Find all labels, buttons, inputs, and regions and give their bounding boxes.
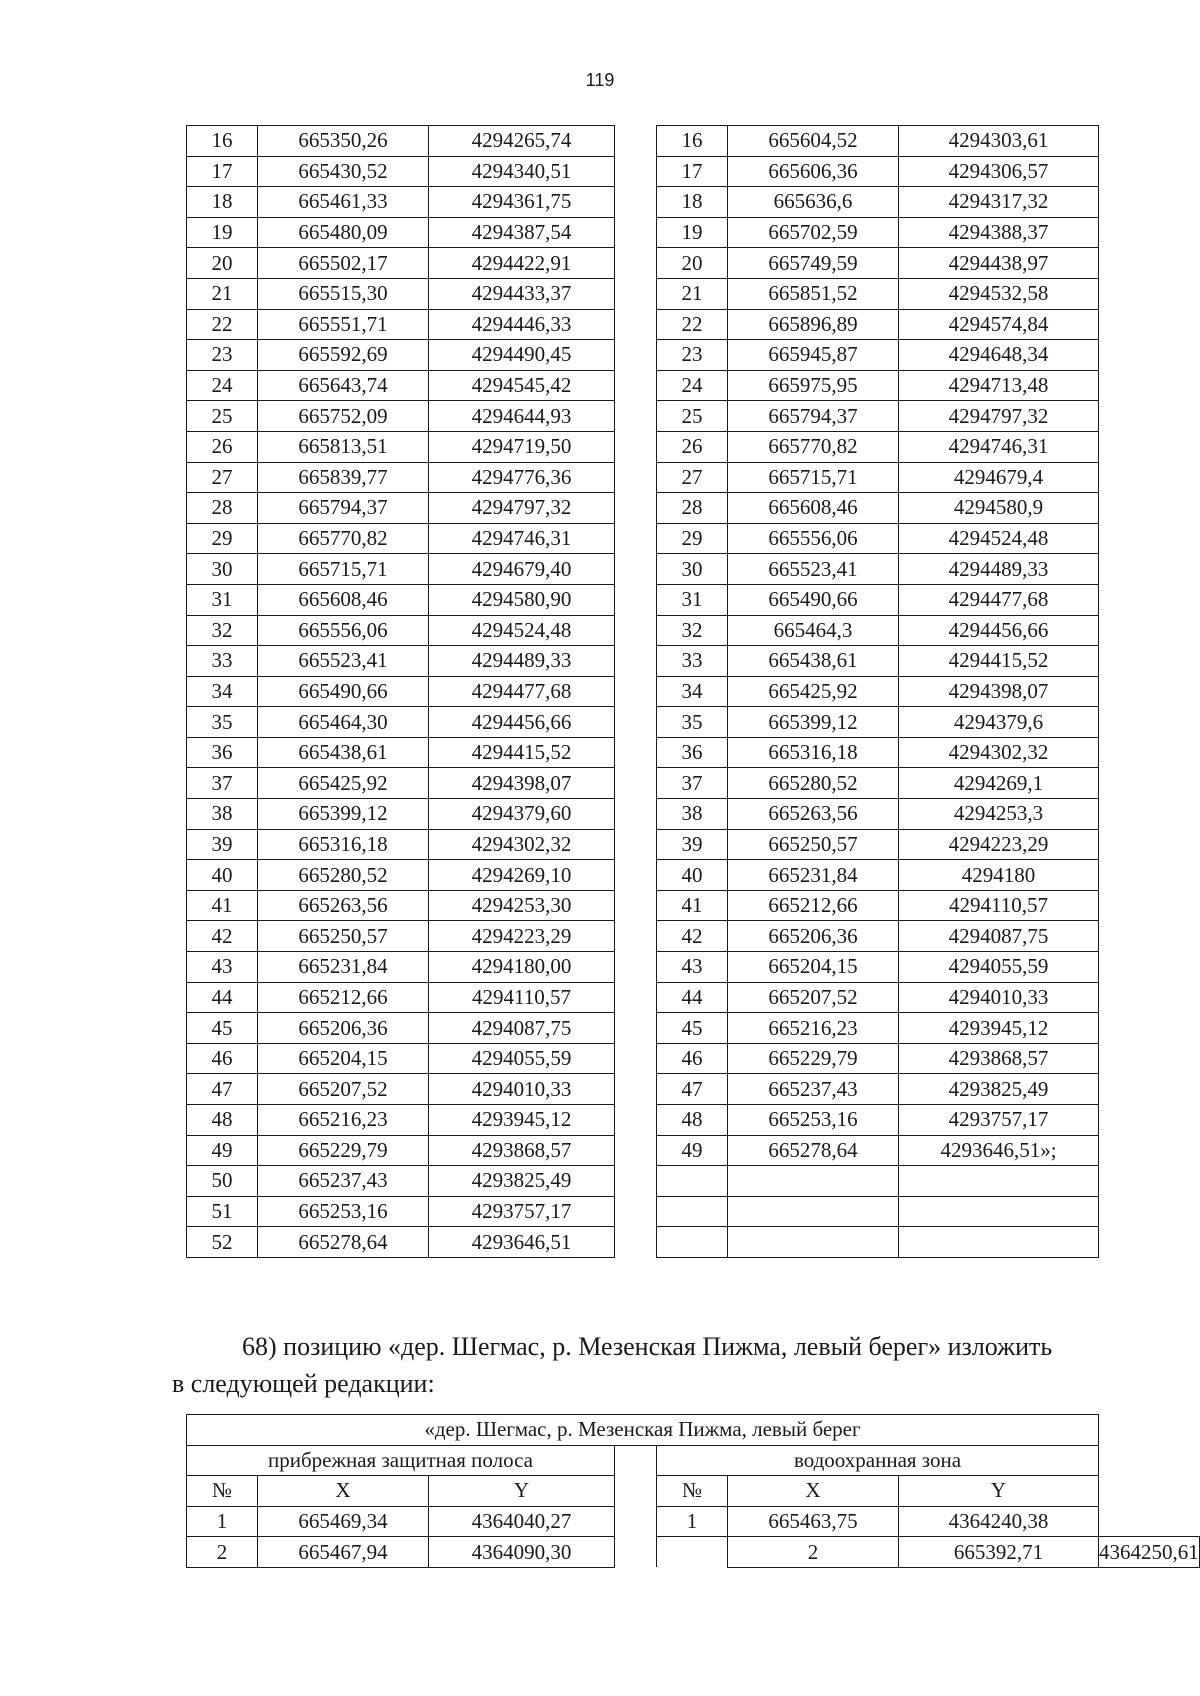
right-x-value: 665237,43 xyxy=(728,1074,899,1105)
right-x-value: 665212,66 xyxy=(728,890,899,921)
right-point-no: 17 xyxy=(657,156,728,187)
right-col-x-header: X xyxy=(728,1476,899,1507)
right-x-value: 665975,95 xyxy=(728,370,899,401)
right-point-no: 38 xyxy=(657,799,728,830)
right-x-value: 665425,92 xyxy=(728,676,899,707)
right-y-value: 4294388,37 xyxy=(899,217,1099,248)
right-point-no: 46 xyxy=(657,1043,728,1074)
left-point-no: 42 xyxy=(187,921,258,952)
right-point-no: 28 xyxy=(657,493,728,524)
left-y-value: 4294746,31 xyxy=(429,523,615,554)
left-y-value: 4294223,29 xyxy=(429,921,615,952)
left-x-value: 665490,66 xyxy=(258,676,429,707)
left-y-value: 4294489,33 xyxy=(429,646,615,677)
right-x-value: 665464,3 xyxy=(728,615,899,646)
left-x-value: 665316,18 xyxy=(258,829,429,860)
left-x-value: 665278,64 xyxy=(258,1227,429,1258)
right-point-no: 42 xyxy=(657,921,728,952)
left-point-no: 26 xyxy=(187,431,258,462)
right-x-value: 665250,57 xyxy=(728,829,899,860)
left-point-no: 25 xyxy=(187,401,258,432)
left-point-no: 17 xyxy=(187,156,258,187)
right-x-value: 665794,37 xyxy=(728,401,899,432)
right-y-value: 4294398,07 xyxy=(899,676,1099,707)
coastal-strip-heading: прибрежная защитная полоса xyxy=(187,1445,615,1476)
left-x-value: 665216,23 xyxy=(258,1105,429,1136)
right-y-value: 4294269,1 xyxy=(899,768,1099,799)
right-x-value: 665278,64 xyxy=(728,1135,899,1166)
paragraph-text-1: 68) позицию «дер. Шегмас, р. Мезенская Пижма, левый берег» изложить xyxy=(242,1332,1053,1361)
paragraph-line-1 xyxy=(172,1328,1132,1365)
right-y-value: 4293825,49 xyxy=(899,1074,1099,1105)
left-col-no-header: № xyxy=(187,1476,258,1507)
right-point-no xyxy=(657,1166,728,1197)
right-x-value: 665608,46 xyxy=(728,493,899,524)
left-x-value: 665231,84 xyxy=(258,952,429,983)
right-y-value: 4294110,57 xyxy=(899,890,1099,921)
right-x-value: 665316,18 xyxy=(728,737,899,768)
water-protection-zone-heading: водоохранная зона xyxy=(657,1445,1099,1476)
right-y-value xyxy=(899,1196,1099,1227)
left-point-no: 32 xyxy=(187,615,258,646)
left-point-no: 35 xyxy=(187,707,258,738)
right-x-value: 665556,06 xyxy=(728,523,899,554)
right-point-no: 20 xyxy=(657,248,728,279)
left-point-no: 47 xyxy=(187,1074,258,1105)
right-x-value: 665229,79 xyxy=(728,1043,899,1074)
left-y-value: 4294180,00 xyxy=(429,952,615,983)
left-point-no: 2 xyxy=(187,1537,258,1568)
right-point-no: 39 xyxy=(657,829,728,860)
left-x-value: 665237,43 xyxy=(258,1166,429,1197)
left-point-no: 16 xyxy=(187,126,258,157)
right-point-no: 30 xyxy=(657,554,728,585)
left-x-value: 665212,66 xyxy=(258,982,429,1013)
zones-table xyxy=(186,1414,1200,1568)
right-y-value: 4294524,48 xyxy=(899,523,1099,554)
left-x-value: 665467,94 xyxy=(258,1537,429,1568)
right-x-value: 665749,59 xyxy=(728,248,899,279)
right-y-value: 4294489,33 xyxy=(899,554,1099,585)
left-y-value: 4294797,32 xyxy=(429,493,615,524)
left-y-value: 4294379,60 xyxy=(429,799,615,830)
left-y-value: 4294269,10 xyxy=(429,860,615,891)
left-point-no: 18 xyxy=(187,187,258,218)
right-point-no: 45 xyxy=(657,1013,728,1044)
left-y-value: 4294644,93 xyxy=(429,401,615,432)
right-point-no: 27 xyxy=(657,462,728,493)
left-x-value: 665794,37 xyxy=(258,493,429,524)
right-y-value: 4294087,75 xyxy=(899,921,1099,952)
left-x-value: 665204,15 xyxy=(258,1043,429,1074)
right-point-no: 40 xyxy=(657,860,728,891)
zones-row xyxy=(187,1506,1200,1537)
left-point-no: 30 xyxy=(187,554,258,585)
left-point-no: 33 xyxy=(187,646,258,677)
left-point-no: 50 xyxy=(187,1166,258,1197)
left-point-no: 36 xyxy=(187,737,258,768)
right-y-value: 4294797,32 xyxy=(899,401,1099,432)
right-point-no: 24 xyxy=(657,370,728,401)
left-y-value: 4294545,42 xyxy=(429,370,615,401)
right-point-no xyxy=(657,1227,728,1258)
right-y-value: 4294010,33 xyxy=(899,982,1099,1013)
right-point-no: 25 xyxy=(657,401,728,432)
right-x-value: 665207,52 xyxy=(728,982,899,1013)
left-point-no: 31 xyxy=(187,584,258,615)
paragraph-line-2: в следующей редакции: xyxy=(172,1369,435,1398)
left-point-no: 37 xyxy=(187,768,258,799)
left-y-value: 4294580,90 xyxy=(429,584,615,615)
right-x-value: 665604,52 xyxy=(728,126,899,157)
zones-column-header-row xyxy=(187,1476,1200,1507)
left-point-no: 40 xyxy=(187,860,258,891)
right-point-no: 26 xyxy=(657,431,728,462)
left-x-value: 665438,61 xyxy=(258,737,429,768)
right-y-value: 4293868,57 xyxy=(899,1043,1099,1074)
left-y-value: 4293868,57 xyxy=(429,1135,615,1166)
column-gap xyxy=(615,126,657,1258)
zones-heading-row xyxy=(187,1445,1200,1476)
left-point-no: 45 xyxy=(187,1013,258,1044)
left-y-value: 4294087,75 xyxy=(429,1013,615,1044)
left-x-value: 665253,16 xyxy=(258,1196,429,1227)
right-y-value xyxy=(899,1166,1099,1197)
left-y-value: 4294776,36 xyxy=(429,462,615,493)
right-x-value: 665636,6 xyxy=(728,187,899,218)
right-point-no: 41 xyxy=(657,890,728,921)
right-point-no: 1 xyxy=(657,1506,728,1537)
left-point-no: 46 xyxy=(187,1043,258,1074)
right-col-y-header: Y xyxy=(899,1476,1099,1507)
right-x-value: 665702,59 xyxy=(728,217,899,248)
right-point-no: 32 xyxy=(657,615,728,646)
left-point-no: 44 xyxy=(187,982,258,1013)
left-y-value: 4293646,51 xyxy=(429,1227,615,1258)
left-x-value: 665464,30 xyxy=(258,707,429,738)
right-point-no: 29 xyxy=(657,523,728,554)
left-y-value: 4294265,74 xyxy=(429,126,615,157)
left-x-value: 665752,09 xyxy=(258,401,429,432)
right-x-value: 665463,75 xyxy=(728,1506,899,1537)
left-point-no: 48 xyxy=(187,1105,258,1136)
right-x-value: 665715,71 xyxy=(728,462,899,493)
right-y-value: 4294055,59 xyxy=(899,952,1099,983)
right-y-value: 4364240,38 xyxy=(899,1506,1099,1537)
right-x-value: 665253,16 xyxy=(728,1105,899,1136)
left-point-no: 41 xyxy=(187,890,258,921)
right-point-no: 48 xyxy=(657,1105,728,1136)
left-x-value: 665515,30 xyxy=(258,278,429,309)
left-x-value: 665250,57 xyxy=(258,921,429,952)
right-x-value: 665206,36 xyxy=(728,921,899,952)
right-y-value: 4294648,34 xyxy=(899,340,1099,371)
left-y-value: 4294253,30 xyxy=(429,890,615,921)
left-x-value: 665813,51 xyxy=(258,431,429,462)
page-number: 119 xyxy=(585,70,615,90)
right-y-value: 4294580,9 xyxy=(899,493,1099,524)
left-x-value: 665430,52 xyxy=(258,156,429,187)
right-x-value: 665851,52 xyxy=(728,278,899,309)
left-y-value: 4294361,75 xyxy=(429,187,615,218)
right-x-value: 665280,52 xyxy=(728,768,899,799)
right-y-value: 4294415,52 xyxy=(899,646,1099,677)
left-x-value: 665229,79 xyxy=(258,1135,429,1166)
right-y-value: 4294456,66 xyxy=(899,615,1099,646)
left-y-value: 4294456,66 xyxy=(429,707,615,738)
right-point-no: 18 xyxy=(657,187,728,218)
left-y-value: 4364040,27 xyxy=(429,1506,615,1537)
right-y-value: 4294306,57 xyxy=(899,156,1099,187)
right-point-no: 43 xyxy=(657,952,728,983)
left-point-no: 34 xyxy=(187,676,258,707)
left-x-value: 665643,74 xyxy=(258,370,429,401)
right-y-value: 4294679,4 xyxy=(899,462,1099,493)
right-point-no: 21 xyxy=(657,278,728,309)
right-point-no: 19 xyxy=(657,217,728,248)
right-point-no: 31 xyxy=(657,584,728,615)
left-x-value: 665207,52 xyxy=(258,1074,429,1105)
left-y-value: 4294422,91 xyxy=(429,248,615,279)
right-x-value: 665263,56 xyxy=(728,799,899,830)
left-y-value: 4294387,54 xyxy=(429,217,615,248)
right-x-value xyxy=(728,1166,899,1197)
right-x-value: 665438,61 xyxy=(728,646,899,677)
left-point-no: 49 xyxy=(187,1135,258,1166)
right-y-value: 4294302,32 xyxy=(899,737,1099,768)
left-point-no: 52 xyxy=(187,1227,258,1258)
right-y-value: 4293757,17 xyxy=(899,1105,1099,1136)
right-x-value: 665896,89 xyxy=(728,309,899,340)
left-y-value: 4294055,59 xyxy=(429,1043,615,1074)
left-x-value: 665480,09 xyxy=(258,217,429,248)
left-x-value: 665556,06 xyxy=(258,615,429,646)
left-x-value: 665592,69 xyxy=(258,340,429,371)
right-point-no: 23 xyxy=(657,340,728,371)
left-y-value: 4294010,33 xyxy=(429,1074,615,1105)
right-x-value: 665490,66 xyxy=(728,584,899,615)
left-point-no: 38 xyxy=(187,799,258,830)
right-y-value: 4294746,31 xyxy=(899,431,1099,462)
right-x-value xyxy=(728,1227,899,1258)
right-y-value: 4293945,12 xyxy=(899,1013,1099,1044)
right-y-value: 4294223,29 xyxy=(899,829,1099,860)
right-x-value: 665945,87 xyxy=(728,340,899,371)
column-gap xyxy=(657,1537,728,1568)
left-x-value: 665551,71 xyxy=(258,309,429,340)
right-y-value xyxy=(899,1227,1099,1258)
left-y-value: 4294433,37 xyxy=(429,278,615,309)
right-y-value: 4294180 xyxy=(899,860,1099,891)
right-point-no: 47 xyxy=(657,1074,728,1105)
left-x-value: 665206,36 xyxy=(258,1013,429,1044)
right-point-no: 35 xyxy=(657,707,728,738)
right-x-value: 665204,15 xyxy=(728,952,899,983)
left-x-value: 665263,56 xyxy=(258,890,429,921)
right-y-value: 4294574,84 xyxy=(899,309,1099,340)
left-point-no: 24 xyxy=(187,370,258,401)
coordinates-table xyxy=(186,125,1099,1258)
left-x-value: 665280,52 xyxy=(258,860,429,891)
right-x-value: 665392,71 xyxy=(899,1537,1099,1568)
amendment-paragraph xyxy=(172,1328,1132,1402)
right-point-no: 37 xyxy=(657,768,728,799)
left-y-value: 4294679,40 xyxy=(429,554,615,585)
right-x-value xyxy=(728,1196,899,1227)
left-y-value: 4294340,51 xyxy=(429,156,615,187)
right-x-value: 665770,82 xyxy=(728,431,899,462)
left-x-value: 665399,12 xyxy=(258,799,429,830)
right-y-value: 4364250,61 xyxy=(1099,1537,1200,1568)
left-point-no: 29 xyxy=(187,523,258,554)
left-y-value: 4294490,45 xyxy=(429,340,615,371)
left-y-value: 4364090,30 xyxy=(429,1537,615,1568)
right-point-no: 49 xyxy=(657,1135,728,1166)
left-point-no: 22 xyxy=(187,309,258,340)
left-x-value: 665425,92 xyxy=(258,768,429,799)
left-y-value: 4294719,50 xyxy=(429,431,615,462)
left-x-value: 665523,41 xyxy=(258,646,429,677)
left-y-value: 4294524,48 xyxy=(429,615,615,646)
table-row xyxy=(187,126,1099,157)
left-x-value: 665461,33 xyxy=(258,187,429,218)
left-point-no: 43 xyxy=(187,952,258,983)
right-x-value: 665216,23 xyxy=(728,1013,899,1044)
right-point-no: 36 xyxy=(657,737,728,768)
left-point-no: 1 xyxy=(187,1506,258,1537)
right-x-value: 665523,41 xyxy=(728,554,899,585)
left-point-no: 20 xyxy=(187,248,258,279)
left-point-no: 21 xyxy=(187,278,258,309)
left-y-value: 4293757,17 xyxy=(429,1196,615,1227)
right-point-no: 2 xyxy=(728,1537,899,1568)
left-x-value: 665770,82 xyxy=(258,523,429,554)
left-y-value: 4293825,49 xyxy=(429,1166,615,1197)
right-y-value: 4294379,6 xyxy=(899,707,1099,738)
right-col-no-header: № xyxy=(657,1476,728,1507)
right-point-no: 33 xyxy=(657,646,728,677)
left-y-value: 4294110,57 xyxy=(429,982,615,1013)
right-y-value: 4294303,61 xyxy=(899,126,1099,157)
left-x-value: 665469,34 xyxy=(258,1506,429,1537)
right-x-value: 665231,84 xyxy=(728,860,899,891)
left-col-x-header: X xyxy=(258,1476,429,1507)
left-point-no: 39 xyxy=(187,829,258,860)
left-x-value: 665350,26 xyxy=(258,126,429,157)
left-x-value: 665839,77 xyxy=(258,462,429,493)
right-y-value: 4293646,51»; xyxy=(899,1135,1099,1166)
right-y-value: 4294713,48 xyxy=(899,370,1099,401)
left-point-no: 27 xyxy=(187,462,258,493)
right-y-value: 4294253,3 xyxy=(899,799,1099,830)
zones-title: «дер. Шегмас, р. Мезенская Пижма, левый берег xyxy=(187,1415,1099,1446)
left-point-no: 19 xyxy=(187,217,258,248)
right-y-value: 4294532,58 xyxy=(899,278,1099,309)
left-y-value: 4294302,32 xyxy=(429,829,615,860)
zones-row xyxy=(187,1537,1200,1568)
right-point-no: 22 xyxy=(657,309,728,340)
right-x-value: 665606,36 xyxy=(728,156,899,187)
right-point-no: 16 xyxy=(657,126,728,157)
right-y-value: 4294438,97 xyxy=(899,248,1099,279)
right-y-value: 4294477,68 xyxy=(899,584,1099,615)
left-y-value: 4293945,12 xyxy=(429,1105,615,1136)
left-point-no: 28 xyxy=(187,493,258,524)
right-point-no: 44 xyxy=(657,982,728,1013)
right-y-value: 4294317,32 xyxy=(899,187,1099,218)
left-x-value: 665502,17 xyxy=(258,248,429,279)
left-col-y-header: Y xyxy=(429,1476,615,1507)
left-point-no: 51 xyxy=(187,1196,258,1227)
left-y-value: 4294415,52 xyxy=(429,737,615,768)
column-gap xyxy=(615,1445,657,1567)
left-y-value: 4294477,68 xyxy=(429,676,615,707)
left-point-no: 23 xyxy=(187,340,258,371)
right-point-no xyxy=(657,1196,728,1227)
right-point-no: 34 xyxy=(657,676,728,707)
left-y-value: 4294398,07 xyxy=(429,768,615,799)
left-x-value: 665715,71 xyxy=(258,554,429,585)
left-y-value: 4294446,33 xyxy=(429,309,615,340)
right-x-value: 665399,12 xyxy=(728,707,899,738)
zones-title-row xyxy=(187,1415,1200,1446)
left-x-value: 665608,46 xyxy=(258,584,429,615)
